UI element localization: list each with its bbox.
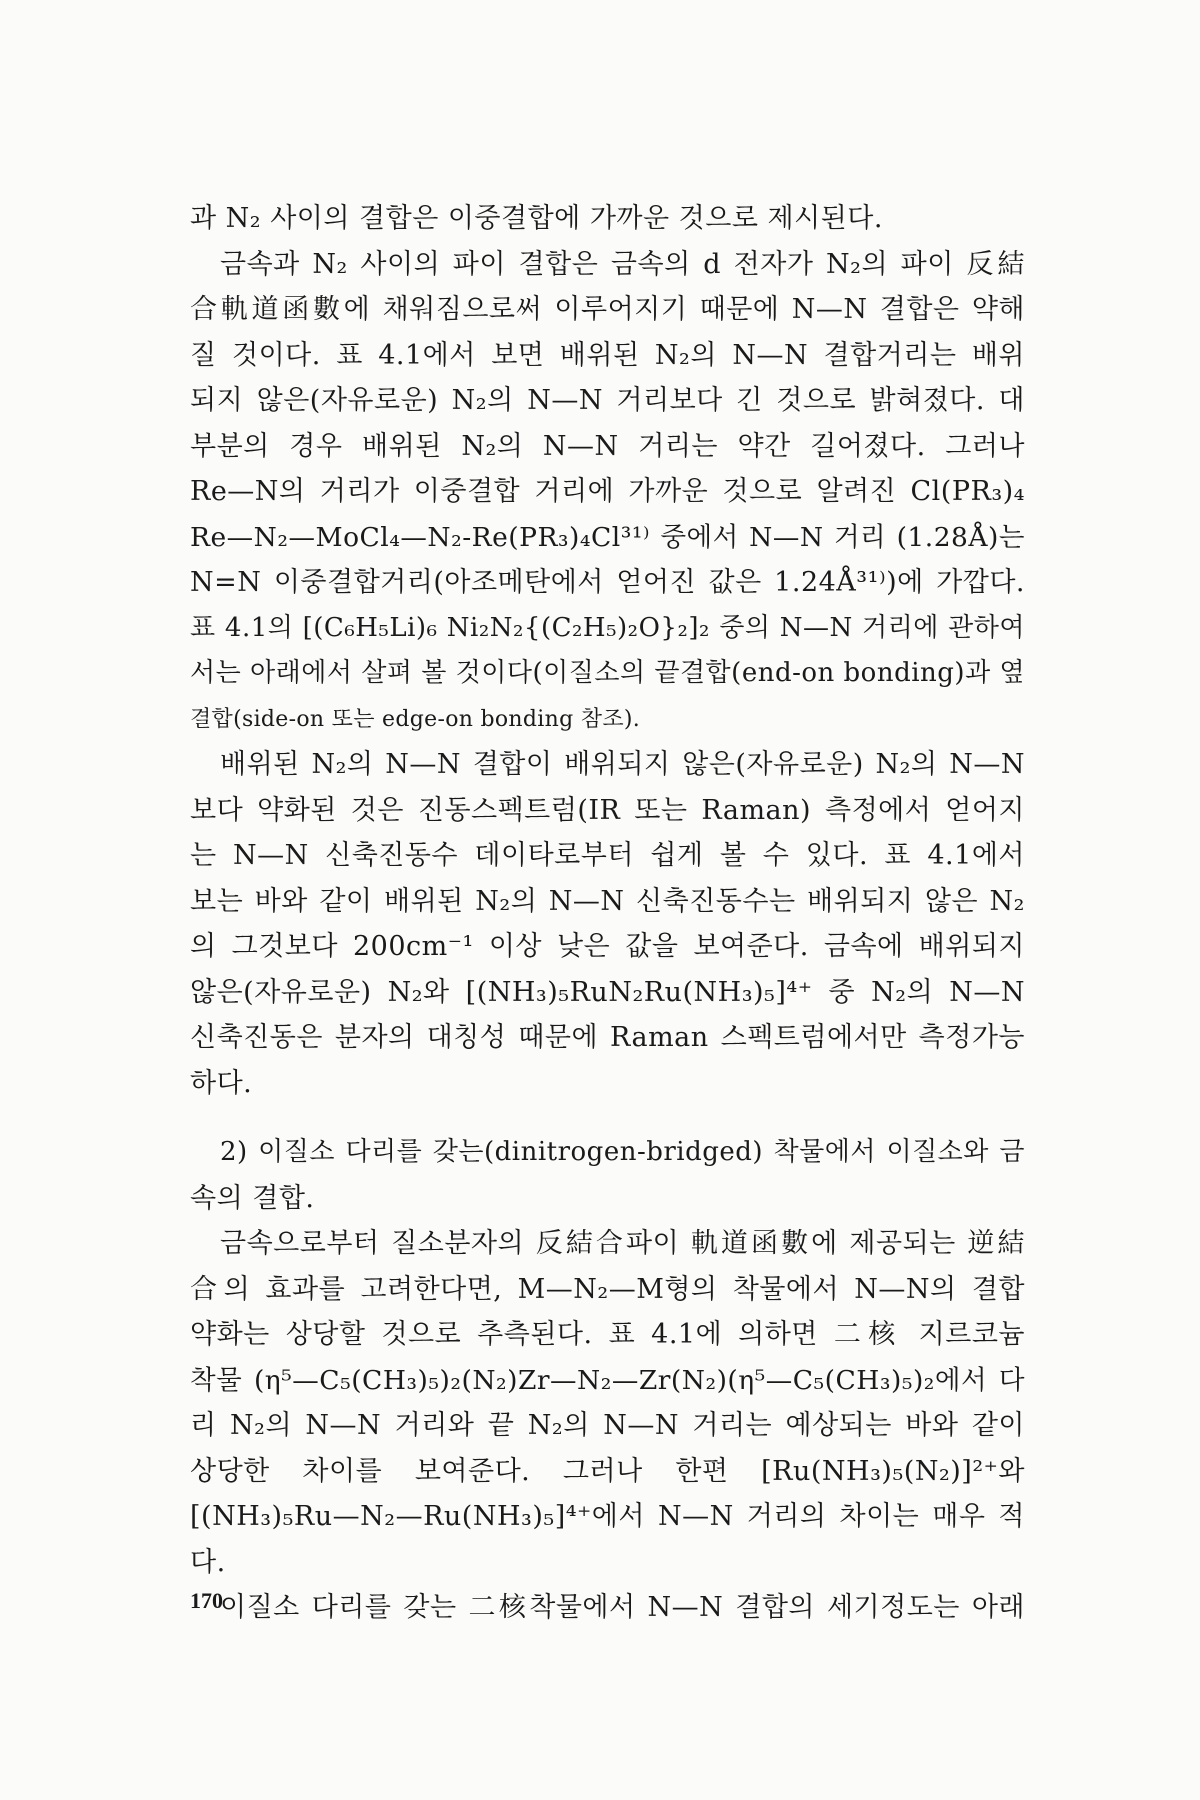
text-line: Re—N₂—MoCl₄—N₂-Re(PR₃)₄Cl³¹⁾ 중에서 N—N 거리 (1.28Å)는: [190, 521, 1025, 553]
text-line: 서는 아래에서 살펴 볼 것이다(이질소의 끝결합(end-on bonding)과 옆: [190, 658, 1026, 688]
text-line: 하다.: [190, 1067, 253, 1099]
section-heading: 속의 결합.: [190, 1182, 315, 1214]
text-line: 배위된 N₂의 N—N 결합이 배위되지 않은(자유로운) N₂의 N—N: [220, 749, 1025, 780]
section-heading: 2) 이질소 다리를 갖는(dinitrogen-bridged) 착물에서 이질소와 금: [220, 1137, 1025, 1167]
text-line: 상당한 차이를 보여준다. 그러나 한편 [Ru(NH₃)₅(N₂)]²⁺와: [190, 1455, 1025, 1487]
text-line: 合軌道函數에 채워짐으로써 이루어지기 때문에 N—N 결합은 약해: [190, 294, 1025, 325]
text-line: 금속으로부터 질소분자의 反結合파이 軌道函數에 제공되는 逆結: [220, 1228, 1025, 1259]
text-line: [(NH₃)₅Ru—N₂—Ru(NH₃)₅]⁴⁺에서 N—N 거리의 차이는 매우 적: [190, 1501, 1025, 1532]
text-line: 과 N₂ 사이의 결합은 이중결합에 가까운 것으로 제시된다.: [190, 203, 883, 234]
text-line: 되지 않은(자유로운) N₂의 N—N 거리보다 긴 것으로 밝혀졌다. 대: [190, 385, 1025, 416]
text-line: 리 N₂의 N—N 거리와 끝 N₂의 N—N 거리는 예상되는 바와 같이: [190, 1410, 1025, 1441]
text-line: 않은(자유로운) N₂와 [(NH₃)₅RuN₂Ru(NH₃)₅]⁴⁺ 중 N₂의 N—N: [190, 976, 1025, 1008]
text-line: 合의 효과를 고려한다면, M—N₂—M형의 착물에서 N—N의 결합: [190, 1273, 1025, 1305]
text-line: 는 N—N 신축진동수 데이타로부터 쉽게 볼 수 있다. 표 4.1에서: [190, 840, 1025, 871]
text-line: 이질소 다리를 갖는 二核착물에서 N—N 결합의 세기정도는 아래: [220, 1592, 1025, 1623]
text-line: 금속과 N₂ 사이의 파이 결합은 금속의 d 전자가 N₂의 파이 反結: [220, 248, 1025, 280]
text-line: 표 4.1의 [(C₆H₅Li)₆ Ni₂N₂{(C₂H₅)₂O}₂]₂ 중의 N—N 거리에 관하여: [190, 612, 1025, 643]
text-line: 약화는 상당할 것으로 추측된다. 표 4.1에 의하면 二核 지르코늄: [190, 1319, 1025, 1350]
text-line: 의 그것보다 200cm⁻¹ 이상 낮은 값을 보여준다. 금속에 배위되지: [190, 931, 1025, 962]
text-line: 결합(side-on 또는 edge-on bonding 참조).: [190, 706, 641, 732]
text-line: 질 것이다. 표 4.1에서 보면 배위된 N₂의 N—N 결합거리는 배위: [190, 339, 1025, 371]
text-line: N=N 이중결합거리(아조메탄에서 얻어진 값은 1.24Å³¹⁾)에 가깝다.: [190, 567, 1025, 598]
text-line: 부분의 경우 배위된 N₂의 N—N 거리는 약간 길어졌다. 그러나: [190, 430, 1025, 462]
text-line: 보는 바와 같이 배위된 N₂의 N—N 신축진동수는 배위되지 않은 N₂: [190, 885, 1025, 917]
page-number: 170: [190, 1588, 223, 1613]
text-line: 다.: [190, 1546, 226, 1578]
body-text: [190, 196, 1025, 1631]
text-line: 신축진동은 분자의 대칭성 때문에 Raman 스펙트럼에서만 측정가능: [190, 1022, 1025, 1053]
text-line: Re—N의 거리가 이중결합 거리에 가까운 것으로 알려진 Cl(PR₃)₄: [190, 476, 1025, 507]
text-line: 착물 (η⁵—C₅(CH₃)₅)₂(N₂)Zr—N₂—Zr(N₂)(η⁵—C₅(CH₃)₅)₂에서 다: [190, 1364, 1025, 1396]
text-line: 보다 약화된 것은 진동스펙트럼(IR 또는 Raman) 측정에서 얻어지: [190, 794, 1025, 826]
